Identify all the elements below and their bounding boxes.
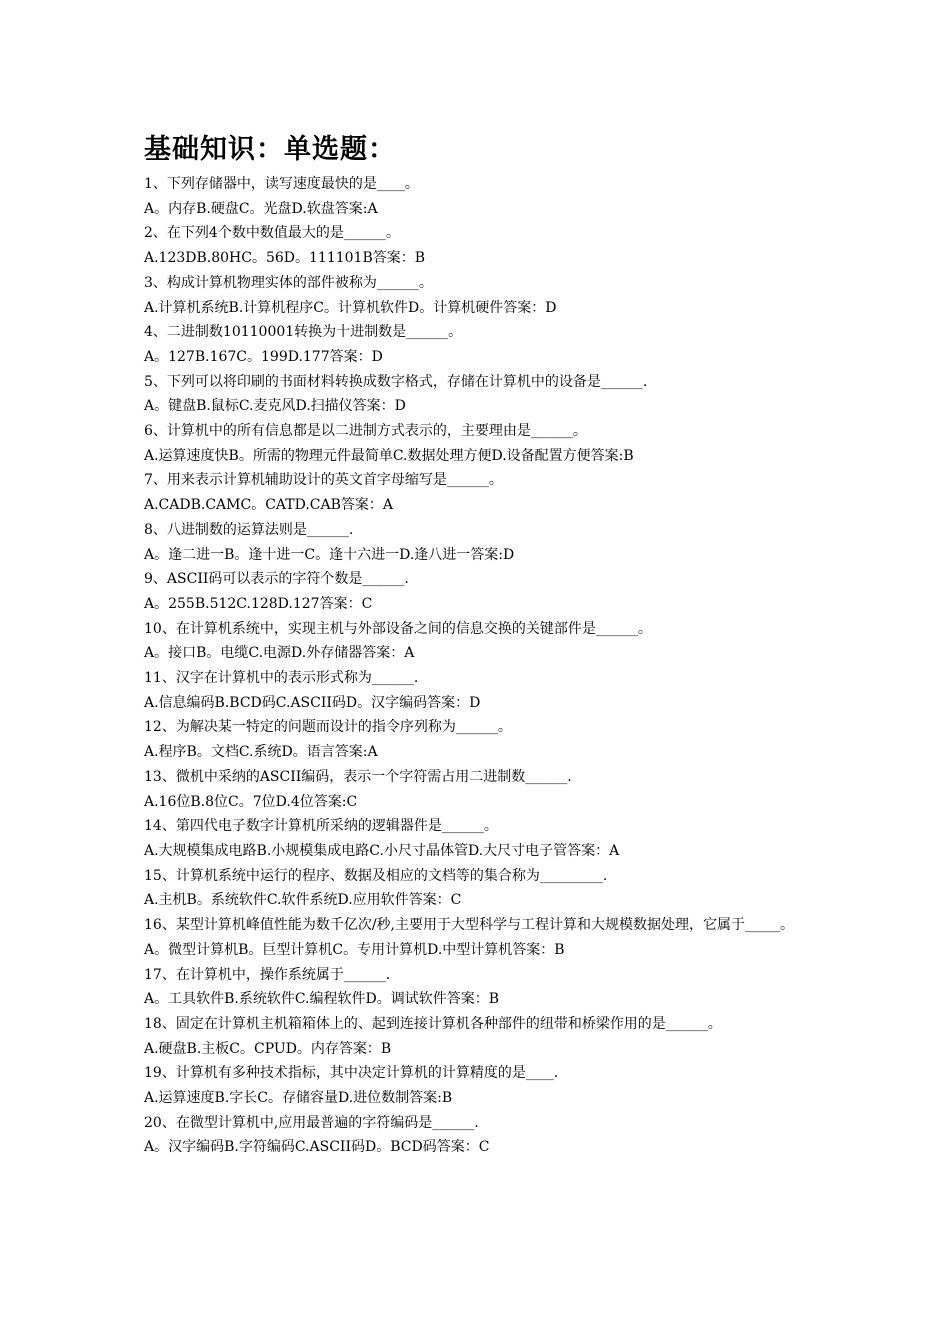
answer-options: A.计算机系统B.计算机程序C。计算机软件D。计算机硬件答案：D bbox=[144, 299, 557, 316]
question-text: 7、用来表示计算机辅助设计的英文首字母缩写是______。 bbox=[144, 472, 503, 489]
question-text: 14、第四代电子数字计算机所采纳的逻辑器件是______。 bbox=[144, 818, 498, 835]
question-item bbox=[144, 567, 824, 616]
answer-options: A。127B.167C。199D.177答案：D bbox=[144, 348, 383, 365]
question-item bbox=[144, 913, 824, 962]
question-text: 15、计算机系统中运行的程序、数据及相应的文档等的集合称为_________. bbox=[144, 867, 608, 884]
answer-options: A。255B.512C.128D.127答案：C bbox=[144, 595, 373, 612]
question-item bbox=[144, 370, 824, 419]
question-item bbox=[144, 221, 824, 270]
answer-options: A.硬盘B.主板C。CPUD。内存答案：B bbox=[144, 1040, 392, 1057]
answer-options: A.运算速度快B。所需的物理元件最简单C.数据处理方便D.设备配置方便答案:B bbox=[144, 447, 634, 464]
answer-options: A。工具软件B.系统软件C.编程软件D。调试软件答案：B bbox=[144, 991, 500, 1008]
answer-options: A。接口B。电缆C.电源D.外存储器答案：A bbox=[144, 645, 415, 662]
question-text: 18、固定在计算机主机箱箱体上的、起到连接计算机各种部件的纽带和桥梁作用的是______。 bbox=[144, 1015, 722, 1032]
answer-options: A。键盘B.鼠标C.麦克风D.扫描仪答案：D bbox=[144, 398, 406, 415]
answer-options: A.运算速度B.字长C。存储容量D.进位数制答案:B bbox=[144, 1090, 453, 1107]
answer-options: A。微型计算机B。巨型计算机C。专用计算机D.中型计算机答案：B bbox=[144, 941, 565, 958]
question-text: 1、下列存储器中，读写速度最快的是____。 bbox=[144, 176, 419, 192]
question-text: 6、计算机中的所有信息都是以二进制方式表示的，主要理由是______。 bbox=[144, 423, 587, 440]
question-text: 3、构成计算机物理实体的部件被称为______。 bbox=[144, 274, 433, 291]
question-item bbox=[144, 320, 824, 369]
question-text: 16、某型计算机峰值性能为数千亿次/秒,主要用于大型科学与工程计算和大规模数据处理，它属于_____。 bbox=[144, 917, 794, 934]
answer-options: A。内存B.硬盘C。光盘D.软盘答案:A bbox=[144, 200, 378, 217]
page-title: 基础知识：单选题： bbox=[144, 134, 396, 165]
answer-options: A.16位B.8位C。7位D.4位答案:C bbox=[144, 793, 358, 810]
answer-options: A.大规模集成电路B.小规模集成电路C.小尺寸晶体管D.大尺寸电子管答案：A bbox=[144, 842, 620, 859]
question-item bbox=[144, 518, 824, 567]
answer-options: A.程序B。文档C.系统D。语言答案:A bbox=[144, 744, 378, 761]
question-text: 12、为解决某一特定的问题而设计的指令序列称为______。 bbox=[144, 719, 512, 736]
question-item bbox=[144, 271, 824, 320]
question-item bbox=[144, 1111, 824, 1160]
answer-options: A.CADB.CAMC。CATD.CAB答案：A bbox=[144, 497, 394, 514]
question-item bbox=[144, 419, 824, 468]
question-item bbox=[144, 1012, 824, 1061]
question-item bbox=[144, 765, 824, 814]
question-text: 8、八进制数的运算法则是______. bbox=[144, 521, 354, 538]
answer-options: A.信息编码B.BCD码C.ASCII码D。汉字编码答案：D bbox=[144, 694, 481, 711]
question-item bbox=[144, 617, 824, 666]
document-content bbox=[144, 130, 824, 1160]
question-item bbox=[144, 715, 824, 764]
question-text: 11、汉字在计算机中的表示形式称为______. bbox=[144, 670, 419, 687]
question-text: 2、在下列4个数中数值最大的是______。 bbox=[144, 225, 400, 242]
question-text: 19、计算机有多种技术指标，其中决定计算机的计算精度的是____. bbox=[144, 1065, 559, 1082]
question-text: 10、在计算机系统中，实现主机与外部设备之间的信息交换的关键部件是______。 bbox=[144, 620, 652, 637]
question-text: 17、在计算机中，操作系统属于______. bbox=[144, 966, 391, 983]
question-item bbox=[144, 963, 824, 1012]
answer-options: A。汉字编码B.字符编码C.ASCII码D。BCD码答案：C bbox=[144, 1139, 490, 1156]
question-item bbox=[144, 814, 824, 863]
question-text: 9、ASCII码可以表示的字符个数是______. bbox=[144, 571, 409, 588]
question-item bbox=[144, 172, 824, 221]
question-text: 4、二进制数10110001转换为十进制数是______。 bbox=[144, 324, 463, 341]
question-text: 5、下列可以将印刷的书面材料转换成数字格式，存储在计算机中的设备是______. bbox=[144, 373, 648, 390]
question-item bbox=[144, 1061, 824, 1110]
answer-options: A.主机B。系统软件C.软件系统D.应用软件答案：C bbox=[144, 892, 462, 909]
question-list bbox=[144, 172, 824, 1160]
answer-options: A.123DB.80HC。56D。111101B答案：B bbox=[144, 250, 426, 267]
question-item bbox=[144, 468, 824, 517]
question-item bbox=[144, 666, 824, 715]
question-text: 13、微机中采纳的ASCII编码，表示一个字符需占用二进制数______. bbox=[144, 768, 572, 785]
question-item bbox=[144, 864, 824, 913]
answer-options: A。逢二进一B。逢十进一C。逢十六进一D.逢八进一答案:D bbox=[144, 546, 515, 563]
question-text: 20、在微型计算机中,应用最普遍的字符编码是______. bbox=[144, 1114, 479, 1131]
